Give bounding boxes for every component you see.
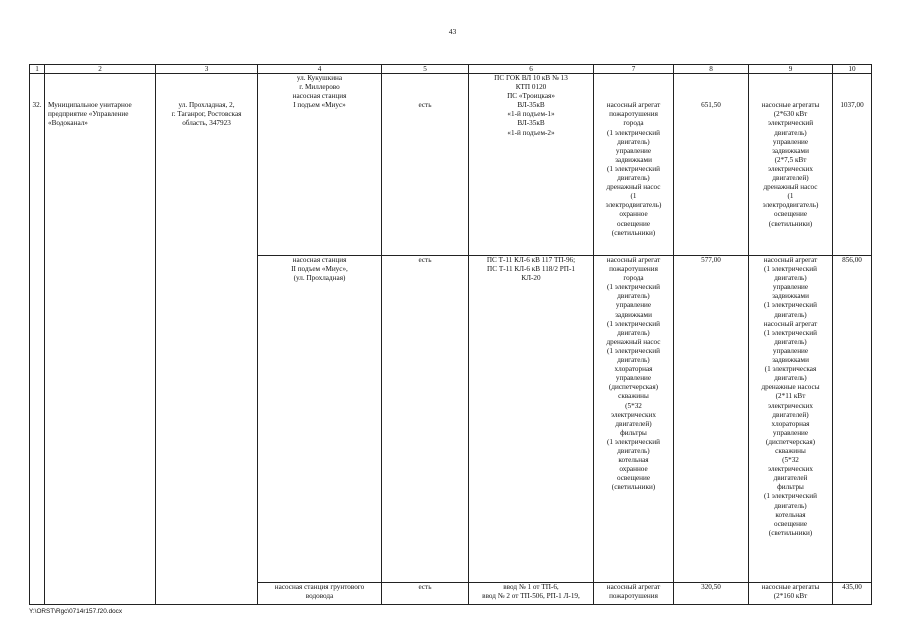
facility-name: насосная станция грунтового водовода xyxy=(258,583,382,605)
header-cell: 7 xyxy=(594,65,674,74)
header-cell: 6 xyxy=(469,65,594,74)
load-value: 320,50 xyxy=(674,583,749,605)
file-path-footer: Y:\ORST\Rgc\0714r157.f20.docx xyxy=(29,608,123,615)
header-cell: 5 xyxy=(382,65,469,74)
power-source: ввод № 1 от ТП-6, ввод № 2 от ТП-506, РП-1 Л-19, xyxy=(469,583,594,605)
table-row xyxy=(30,74,872,256)
power-source: ПС Т-11 КЛ-6 кВ 117 ТП-96; ПС Т-11 КЛ-6 кВ 118/2 РП-1 КЛ-20 xyxy=(469,256,594,583)
organization-address: ул. Прохладная, 2, г. Таганрог, Ростовская область, 347923 xyxy=(156,74,258,605)
reserve-status: есть xyxy=(382,74,469,256)
load-value: 651,50 xyxy=(674,74,749,256)
header-row xyxy=(30,65,872,74)
capacity-value: 1037,00 xyxy=(833,74,872,256)
organization-name: Муниципальное унитарное предприятие «Управление «Водоканал» xyxy=(45,74,156,605)
header-cell: 1 xyxy=(30,65,45,74)
header-cell: 2 xyxy=(45,65,156,74)
page-number: 43 xyxy=(448,27,457,36)
header-cell: 3 xyxy=(156,65,258,74)
header-cell: 10 xyxy=(833,65,872,74)
capacity-value: 856,00 xyxy=(833,256,872,583)
entry-number: 32. xyxy=(30,74,45,605)
facility-name: ул. Кукушкина г. Миллерово насосная станция I подъем «Миус» xyxy=(258,74,382,256)
facility-name: насосная станция II подъем «Миус», (ул. Прохладная) xyxy=(258,256,382,583)
equipment-detail: насосные агрегаты (2*630 кВт электрический двигатель) управление задвижками (2*7,5 кВт электрических двигателей) дренажный насос (1 электродвигатель) освещение (светильники) xyxy=(749,74,833,256)
capacity-value: 435,00 xyxy=(833,583,872,605)
facilities-table xyxy=(29,64,872,605)
equipment-detail: насосный агрегат (1 электрический двигатель) управление задвижками (1 электрический двигатель) насосный агрегат (1 электрический двигатель) управление задвижками (1 электрическая двигатель) дренажные насосы (2*11 кВт электрических двигателей) хлораторная управление (диспетчерская) скважины (5*32 электрических двигателей фильтры (1 электрический двигатель) котельная освещение (светильники) xyxy=(749,256,833,583)
equipment-list: насосный агрегат пожаротушения xyxy=(594,583,674,605)
power-source: ПС ГОК ВЛ 10 кВ № 13 КТП 0120 ПС «Троицкая» ВЛ-35кВ «1-й подъем-1» ВЛ-35кВ «1-й подъем-2» xyxy=(469,74,594,256)
header-cell: 8 xyxy=(674,65,749,74)
equipment-list: насосный агрегат пожаротушения города (1 электрический двигатель) управление задвижками (1 электрический двигатель) дренажный насос (1 электродвигатель) охранное освещение (светильники) xyxy=(594,74,674,256)
load-value: 577,00 xyxy=(674,256,749,583)
header-cell: 4 xyxy=(258,65,382,74)
reserve-status: есть xyxy=(382,256,469,583)
header-cell: 9 xyxy=(749,65,833,74)
equipment-detail: насосные агрегаты (2*160 кВт xyxy=(749,583,833,605)
reserve-status: есть xyxy=(382,583,469,605)
equipment-list: насосный агрегат пожаротушения города (1 электрический двигатель) управление задвижками (1 электрический двигатель) дренажный насос (1 электрический двигатель) хлораторная управление (диспетчерская) скважины (5*32 электрических двигателей) фильтры (1 электрический двигатель) котельная охранное освещение (светильники) xyxy=(594,256,674,583)
